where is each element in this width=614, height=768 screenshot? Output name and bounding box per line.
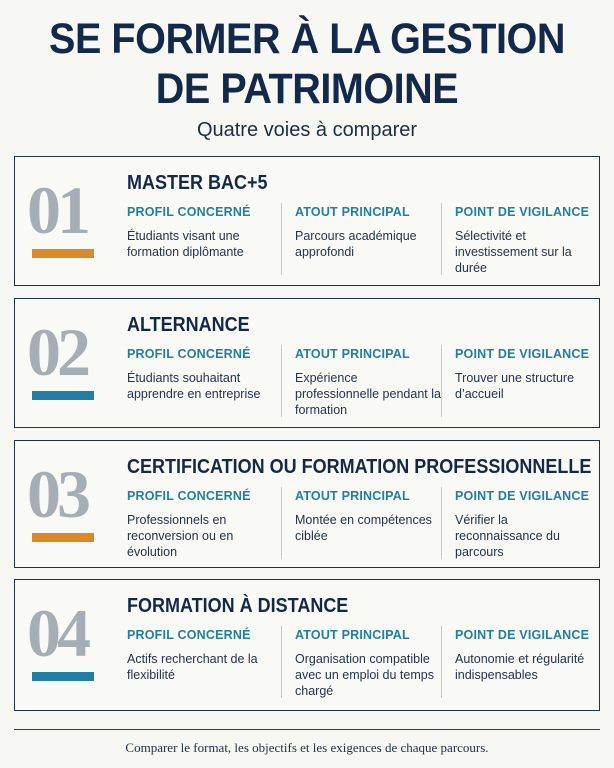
card-accent-bar [32,249,94,258]
column-divider [281,487,282,559]
column-text: Organisation compatible avec un emploi du temps chargé [295,652,434,698]
column-heading: PROFIL CONCERNÉ [127,489,251,503]
footer-divider [14,729,600,730]
column-divider [281,626,282,698]
card-number: 02 [27,314,87,390]
card-accent-bar [32,391,94,400]
card-number: 03 [27,456,87,532]
column-text: Vérifier la reconnaissance du parcours [455,513,560,559]
column-text: Expérience professionnelle pendant la formation [295,371,441,417]
column-profile [127,205,282,260]
card-alternance [14,298,600,428]
column-vigilance [455,347,595,402]
column-profile [127,628,282,683]
footer-note: Comparer le format, les objectifs et les exigences de chaque parcours. [125,740,489,755]
page-title-line-2: DE PATRIMOINE [155,65,459,113]
card-title: FORMATION À DISTANCE [127,595,349,617]
column-heading: ATOUT PRINCIPAL [295,489,410,503]
column-heading: POINT DE VIGILANCE [455,205,590,219]
card-number: 01 [27,172,87,248]
column-vigilance [455,489,595,560]
column-divider [281,345,282,417]
column-heading: PROFIL CONCERNÉ [127,347,251,361]
column-heading: ATOUT PRINCIPAL [295,628,410,642]
column-text: Montée en compétences ciblée [295,513,432,543]
column-text: Sélectivité et investissement sur la durée [455,229,572,275]
column-advantage [295,347,445,418]
column-profile [127,489,282,560]
column-divider [441,626,442,698]
column-heading: ATOUT PRINCIPAL [295,347,410,361]
column-advantage [295,489,445,544]
column-text: Professionnels en reconversion ou en évolution [127,513,234,559]
card-accent-bar [32,672,94,681]
column-heading: POINT DE VIGILANCE [455,347,590,361]
card-distance [14,579,600,711]
card-accent-bar [32,533,94,542]
column-vigilance [455,628,595,683]
column-text: Parcours académique approfondi [295,229,417,259]
column-heading: PROFIL CONCERNÉ [127,205,251,219]
page-title [25,14,590,114]
column-divider [441,345,442,417]
column-divider [441,487,442,559]
column-vigilance [455,205,595,276]
column-text: Autonomie et régularité indispensables [455,652,585,682]
column-text: Étudiants souhaitant apprendre en entreprise [127,371,261,401]
card-number: 04 [27,595,87,671]
column-advantage [295,628,445,699]
column-heading: ATOUT PRINCIPAL [295,205,410,219]
column-heading: PROFIL CONCERNÉ [127,628,251,642]
page-subtitle: Quatre voies à comparer [196,119,418,141]
page-title-line-1: SE FORMER À LA GESTION [49,15,565,63]
column-advantage [295,205,445,260]
column-heading: POINT DE VIGILANCE [455,489,590,503]
column-text: Actifs recherchant de la flexibilité [127,652,258,682]
column-text: Trouver une structure d’accueil [455,371,575,401]
column-heading: POINT DE VIGILANCE [455,628,590,642]
card-title: ALTERNANCE [127,314,250,336]
card-certification [14,440,600,568]
card-title: MASTER BAC+5 [127,172,268,194]
column-divider [441,203,442,275]
column-divider [281,203,282,275]
card-master [14,156,600,286]
column-text: Étudiants visant une formation diplômante [127,229,244,259]
card-title: CERTIFICATION OU FORMATION PROFESSIONNELLE [127,456,592,478]
column-profile [127,347,282,402]
